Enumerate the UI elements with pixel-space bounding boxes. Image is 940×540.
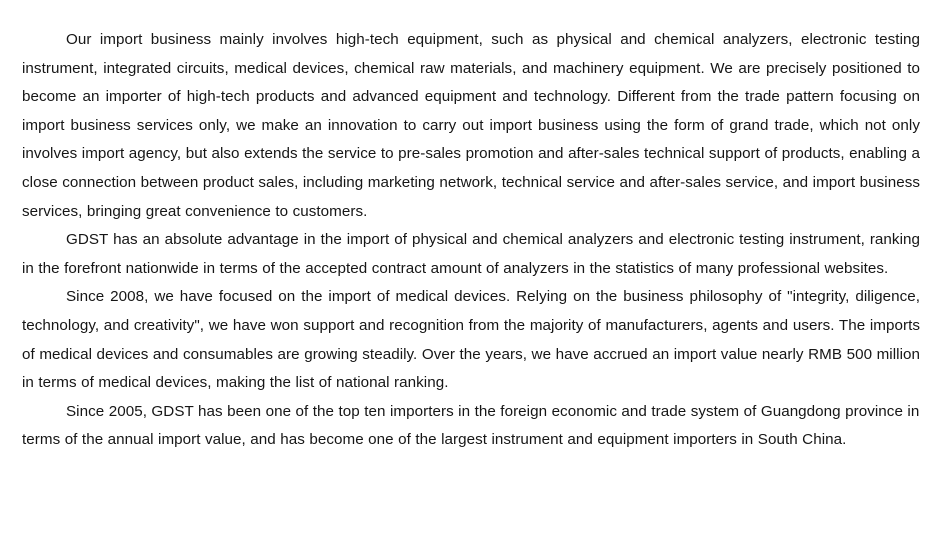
document-body bbox=[22, 26, 920, 455]
paragraph-top-ten-importers: Since 2005, GDST has been one of the top ten importers in the foreign economic and trade system of Guangdong province in terms of the annual import value, and has become one of the largest instrument and equipment importers in South China. bbox=[22, 402, 920, 449]
paragraph-gdst-advantage: GDST has an absolute advantage in the import of physical and chemical analyzers and electronic testing instrument, ranking in the forefront nationwide in terms of the accepted contract amount of analyzers in the statistics of many professional websites. bbox=[22, 231, 920, 277]
paragraph-import-business: Our import business mainly involves high-tech equipment, such as physical and chemical analyzers, electronic testing instrument, integrated circuits, medical devices, chemical raw materials, and machinery equipment. We are precisely positioned to become an importer of high-tech products and advanced equipment and technology. Different from the trade pattern focusing on import business services only, we make an innovation to carry out import business using the form of grand trade, which not only involves import agency, but also extends the service to pre-sales promotion and after-sales technical support of products, enabling a close connection between product sales, including marketing network, technical service and after-sales service, and import business services, bringing great convenience to customers. bbox=[22, 31, 920, 220]
paragraph-medical-devices: Since 2008, we have focused on the import of medical devices. Relying on the business philosophy of "integrity, diligence, technology, and creativity", we have won support and recognition from the majority of manufacturers, agents and users. The imports of medical devices and consumables are growing steadily. Over the years, we have accrued an import value nearly RMB 500 million in terms of medical devices, making the list of national ranking. bbox=[22, 288, 920, 392]
